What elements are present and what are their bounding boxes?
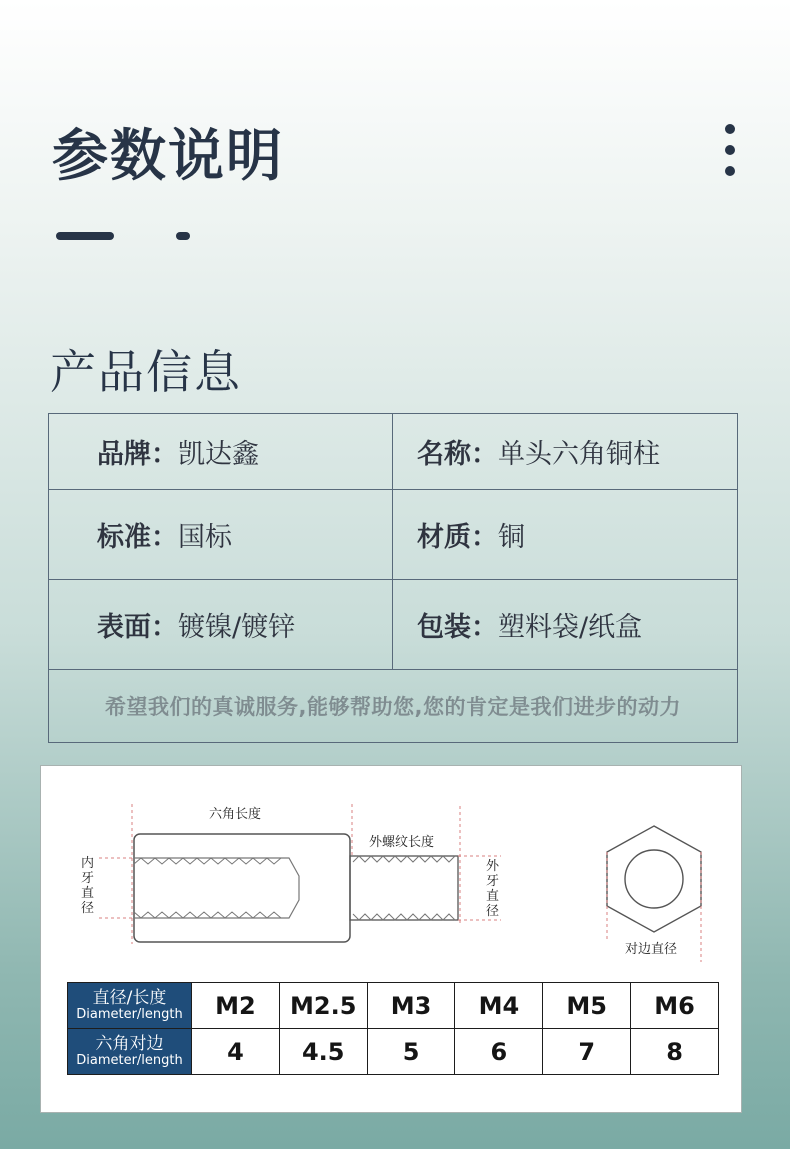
ext-thread-length-label: 外螺纹长度 <box>369 835 435 850</box>
size-cell: M5 <box>543 983 631 1029</box>
page-title: 参数说明 <box>52 124 284 189</box>
external-thread-top <box>353 856 455 862</box>
standard-label: 标准： <box>97 522 178 553</box>
size-cell: M6 <box>631 983 719 1029</box>
standard-value: 国标 <box>178 522 232 553</box>
row-header: 直径/长度 Diameter/length <box>68 983 192 1029</box>
row-header: 六角对边 Diameter/length <box>68 1029 192 1075</box>
external-thread-bottom <box>353 914 455 920</box>
info-row <box>49 414 737 490</box>
slogan-row <box>49 670 737 742</box>
dimension-diagram-panel <box>40 765 742 1113</box>
hexagon-front-view <box>607 826 701 932</box>
internal-thread-top <box>134 858 281 864</box>
package-cell <box>393 580 737 669</box>
name-value: 单头六角铜柱 <box>498 439 661 470</box>
material-cell <box>393 490 737 579</box>
svg-text:内: 内 <box>81 856 95 871</box>
package-label: 包装： <box>417 612 499 643</box>
name-cell <box>393 414 737 489</box>
svg-text:直: 直 <box>81 886 95 901</box>
flats-cell: 6 <box>455 1029 543 1075</box>
hexagon-bore <box>625 850 683 908</box>
surface-cell <box>49 580 393 669</box>
slogan-text: 希望我们的真诚服务,能够帮助您,您的肯定是我们进步的动力 <box>105 695 681 719</box>
ext-thread-dia-label <box>486 859 500 919</box>
brand-cell <box>49 414 393 489</box>
flats-cell: 4.5 <box>279 1029 367 1075</box>
hex-length-label: 六角长度 <box>209 807 262 822</box>
material-value: 铜 <box>498 522 526 553</box>
svg-text:牙: 牙 <box>486 874 500 889</box>
section-title: 产品信息 <box>50 345 242 399</box>
size-cell: M4 <box>455 983 543 1029</box>
flats-cell: 5 <box>367 1029 455 1075</box>
internal-bore <box>134 858 299 918</box>
external-stud <box>350 856 458 920</box>
size-cell: M3 <box>367 983 455 1029</box>
table-row <box>68 1029 719 1075</box>
int-thread-dia-label <box>81 855 94 916</box>
table-row <box>68 983 719 1029</box>
flats-cell: 8 <box>631 1029 719 1075</box>
brand-value: 凯达鑫 <box>178 439 259 470</box>
svg-text:径: 径 <box>486 904 500 919</box>
surface-label: 表面： <box>97 612 178 643</box>
size-cell: M2.5 <box>279 983 367 1029</box>
more-icon <box>722 124 738 180</box>
size-cell: M2 <box>192 983 280 1029</box>
info-row <box>49 490 737 580</box>
flats-cell: 4 <box>192 1029 280 1075</box>
info-row <box>49 580 737 670</box>
flats-cell: 7 <box>543 1029 631 1075</box>
svg-text:外: 外 <box>486 859 500 874</box>
svg-text:牙: 牙 <box>81 871 95 886</box>
svg-text:直: 直 <box>486 889 500 904</box>
surface-value: 镀镍/镀锌 <box>178 612 296 643</box>
package-value: 塑料袋/纸盒 <box>498 612 643 643</box>
name-label: 名称： <box>417 439 499 470</box>
material-label: 材质： <box>417 522 499 553</box>
spec-table <box>67 982 719 1075</box>
brand-label: 品牌： <box>97 439 178 470</box>
svg-text:径: 径 <box>81 901 95 916</box>
standard-cell <box>49 490 393 579</box>
hex-body-outline <box>134 834 350 942</box>
across-flats-label: 对边直径 <box>625 942 678 957</box>
product-info-table <box>48 413 738 743</box>
internal-thread-bottom <box>134 912 281 918</box>
